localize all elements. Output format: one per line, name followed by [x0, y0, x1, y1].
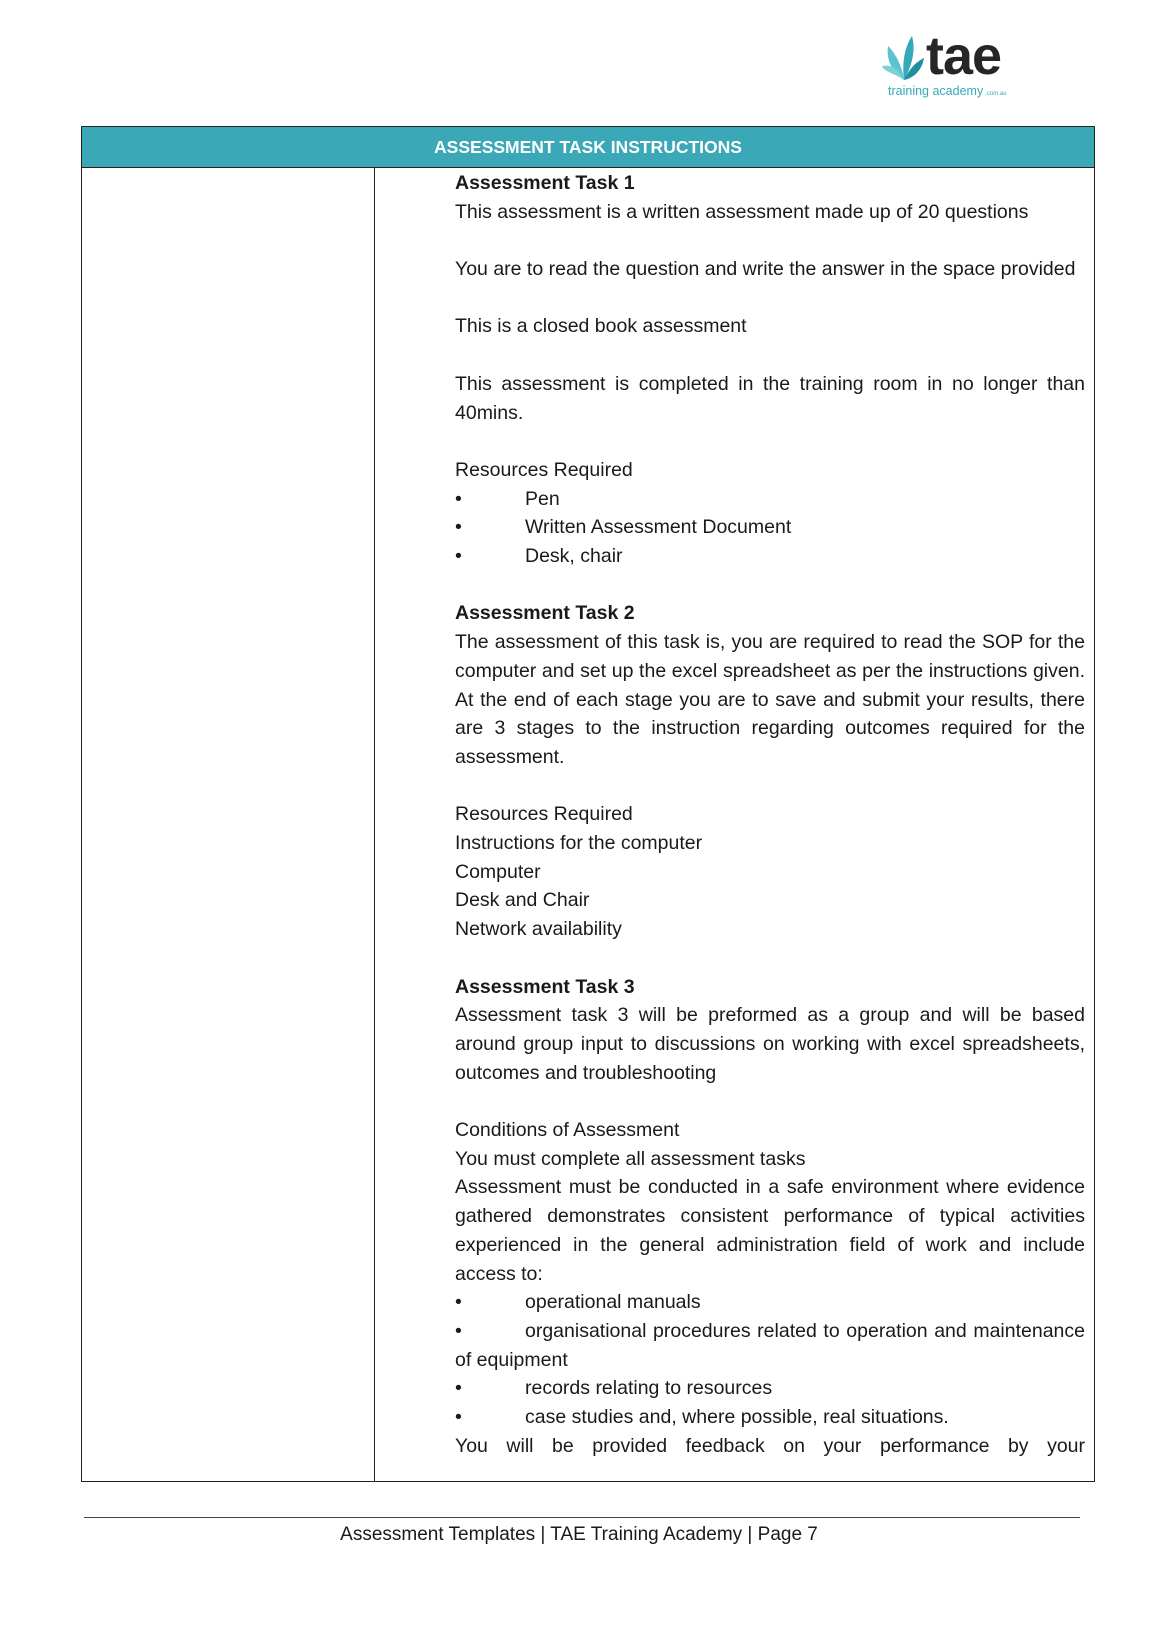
column-divider	[374, 167, 375, 1482]
conditions-line-2: Assessment must be conducted in a safe environment where evidence gathered demonstrates consistent performance of typical activities experienced in the general administration field of work and include access to:	[455, 1176, 1085, 1285]
task1-resources-label: Resources Required	[455, 458, 633, 481]
lotus-leaf-icon	[882, 34, 926, 82]
conditions-label: Conditions of Assessment	[455, 1119, 680, 1142]
task1-paragraph-4: This assessment is completed in the training room in no longer than 40mins.	[455, 372, 1085, 424]
task2-resource-item: Computer	[455, 860, 541, 883]
list-item: • Desk, chair	[455, 545, 623, 568]
task2-paragraph-1: The assessment of this task is, you are required to read the SOP for the computer and set up the excel spreadsheet as per the instructions given. At the end of each stage you are to save and submit your results, there are 3 stages to the instruction regarding outcomes required for the assessment.	[455, 631, 1085, 768]
conditions-line-1: You must complete all assessment tasks	[455, 1147, 806, 1170]
footer-divider	[84, 1517, 1080, 1518]
task2-resource-item: Network availability	[455, 918, 622, 941]
table-header: ASSESSMENT TASK INSTRUCTIONS	[82, 127, 1094, 168]
task1-paragraph-1: This assessment is a written assessment made up of 20 questions	[455, 200, 1029, 223]
instructions-content	[455, 169, 1085, 1482]
feedback-line: You will be provided feedback on your performance by your	[455, 1434, 1085, 1457]
task2-resource-item: Desk and Chair	[455, 889, 590, 912]
task2-heading: Assessment Task 2	[455, 602, 635, 625]
task2-resources-label: Resources Required	[455, 803, 633, 826]
instructions-table	[81, 126, 1095, 1482]
task1-paragraph-3: This is a closed book assessment	[455, 315, 747, 338]
list-item: • Written Assessment Document	[455, 516, 792, 539]
task1-paragraph-2: You are to read the question and write the answer in the space provided	[455, 258, 1076, 281]
list-item: • organisational procedures related to operation and maintenance of equipment	[455, 1320, 1085, 1371]
logo-subtitle: training academy .com.au	[888, 84, 1007, 98]
task3-heading: Assessment Task 3	[455, 975, 635, 998]
page-footer: Assessment Templates | TAE Training Academy | Page 7	[340, 1524, 818, 1545]
list-item: • case studies and, where possible, real situations.	[455, 1406, 949, 1429]
task2-resource-item: Instructions for the computer	[455, 832, 703, 855]
list-item: • Pen	[455, 487, 560, 510]
task1-heading: Assessment Task 1	[455, 172, 635, 194]
task3-paragraph-1: Assessment task 3 will be preformed as a group and will be based around group input to discussions on working with excel spreadsheets, outcomes and troubleshooting	[455, 1004, 1085, 1084]
tae-logo	[882, 26, 1022, 104]
list-item: • records relating to resources	[455, 1377, 773, 1400]
logo-wordmark: tae	[926, 26, 1002, 86]
list-item: • operational manuals	[455, 1291, 701, 1314]
